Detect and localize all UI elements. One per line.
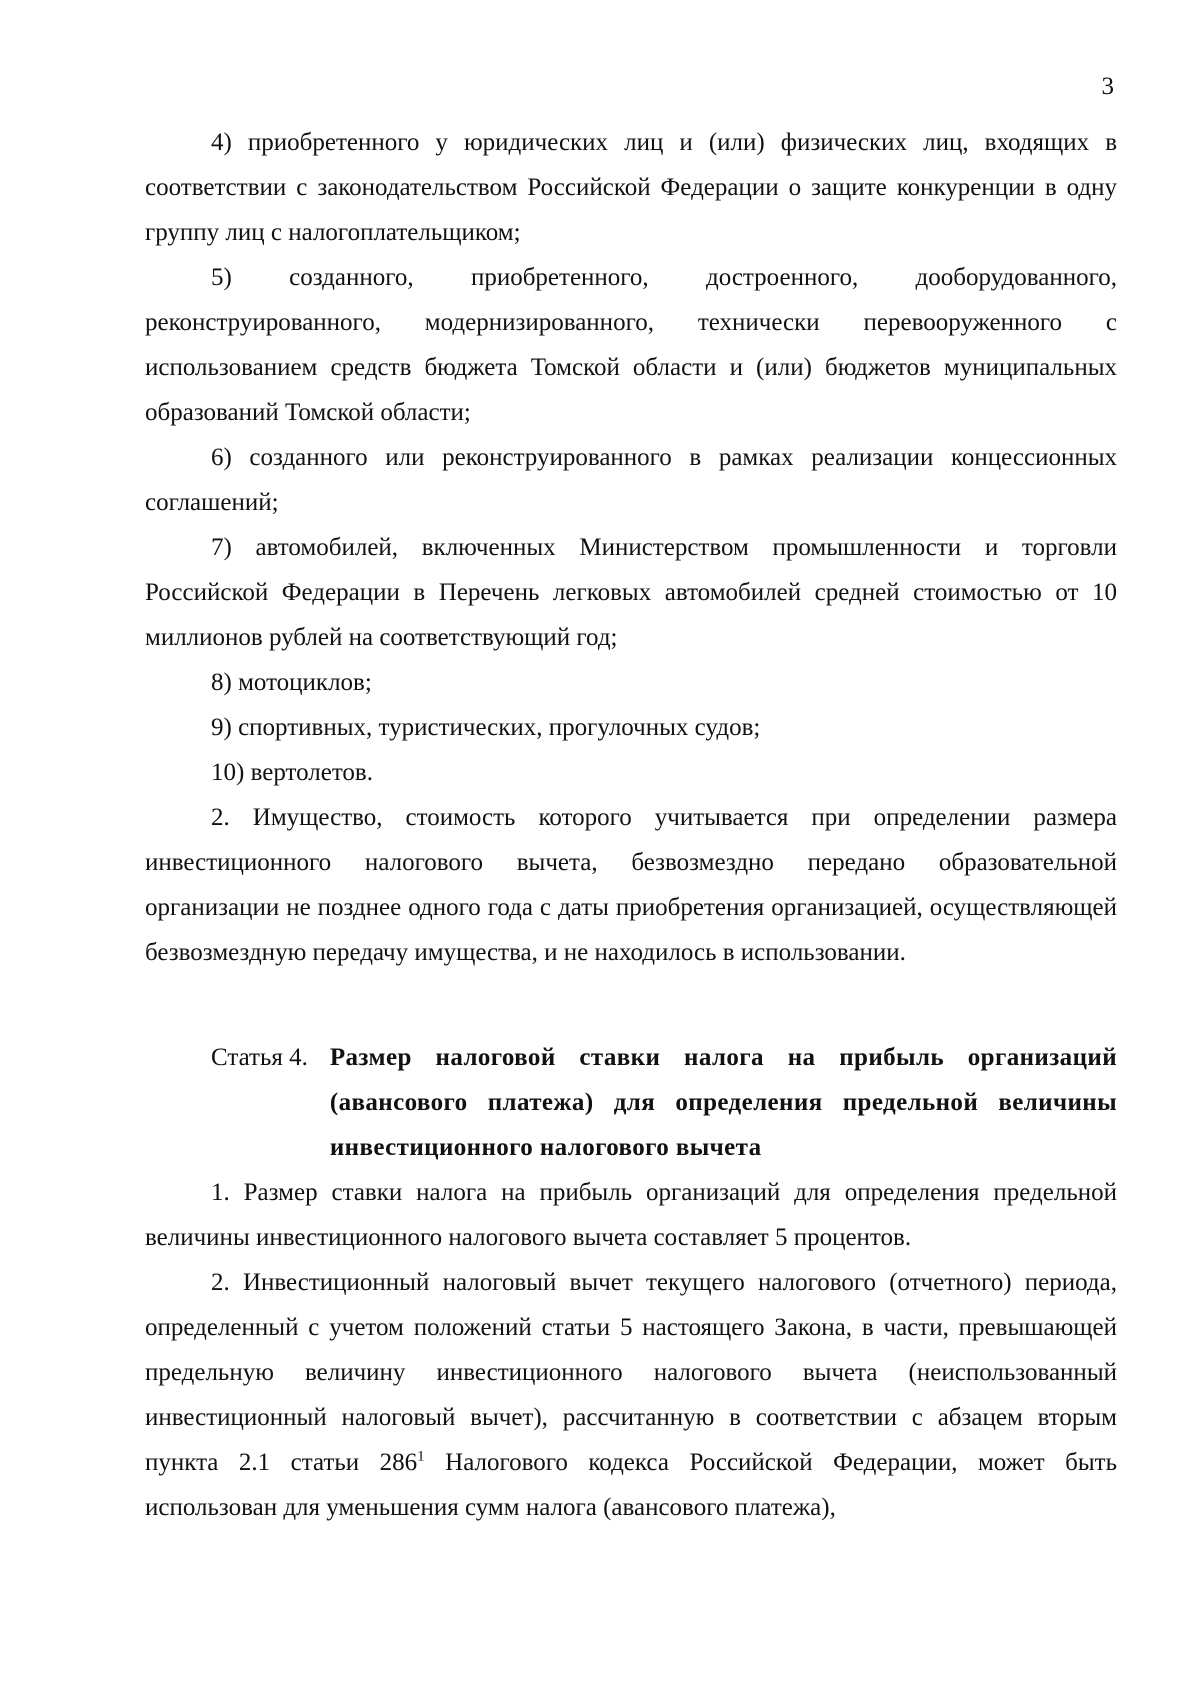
clause-2-text-end: Налогового кодекса Российской Федерации, может быть использован для уменьшения сумм налога (авансового платежа),: [145, 1449, 1117, 1521]
article-title: Размер налоговой ставки налога на прибыль организаций (авансового платежа) для определения предельной величины инвестиционного налогового вычета: [329, 1044, 1117, 1161]
list-item-5: 5) созданного, приобретенного, достроенного, дооборудованного, реконструированного, модернизированного, технически перевооруженного с использованием средств бюджета Томской области и (или) бюджетов муниципальных образований Томской области;: [145, 264, 1117, 426]
list-item-8: 8) мотоциклов;: [211, 669, 372, 696]
list-item-9: 9) спортивных, туристических, прогулочных судов;: [211, 714, 761, 741]
clause-2-text-start: 2. Инвестиционный налоговый вычет текущего налогового (отчетного) периода, определенный с учетом положений статьи 5 настоящего Закона, в части, превышающей предельную величину инвестиционного налогового вычета (неиспользованный инвестиционный налоговый вычет), рассчитанную в соответствии с абзацем вторым пункта 2.1 статьи 286: [145, 1269, 1117, 1476]
section-spacer: [145, 975, 1117, 1035]
article-number: Статья 4.: [211, 1044, 308, 1071]
article-heading: [211, 1035, 1117, 1170]
list-item-6: 6) созданного или реконструированного в рамках реализации концессионных соглашений;: [145, 444, 1117, 516]
clause-2-paragraph: 2. Имущество, стоимость которого учитывается при определении размера инвестиционного налогового вычета, безвозмездно передано образовательной организации не позднее одного года с даты приобретения организацией, осуществляющей безвозмездную передачу имущества, и не находилось в использовании.: [145, 804, 1117, 966]
list-item-10: 10) вертолетов.: [211, 759, 373, 786]
article-superscript: 1: [417, 1448, 425, 1465]
list-item-4: 4) приобретенного у юридических лиц и (или) физических лиц, входящих в соответствии с законодательством Российской Федерации о защите конкуренции в одну группу лиц с налогоплательщиком;: [145, 129, 1117, 246]
page-number: 3: [1101, 73, 1114, 100]
document-body: [145, 120, 1117, 1530]
article-4-clause-1: 1. Размер ставки налога на прибыль организаций для определения предельной величины инвестиционного налогового вычета составляет 5 процентов.: [145, 1179, 1117, 1251]
list-item-7: 7) автомобилей, включенных Министерством промышленности и торговли Российской Федерации в Перечень легковых автомобилей средней стоимостью от 10 миллионов рублей на соответствующий год;: [145, 534, 1117, 651]
article-4-clause-2: [145, 1260, 1117, 1530]
